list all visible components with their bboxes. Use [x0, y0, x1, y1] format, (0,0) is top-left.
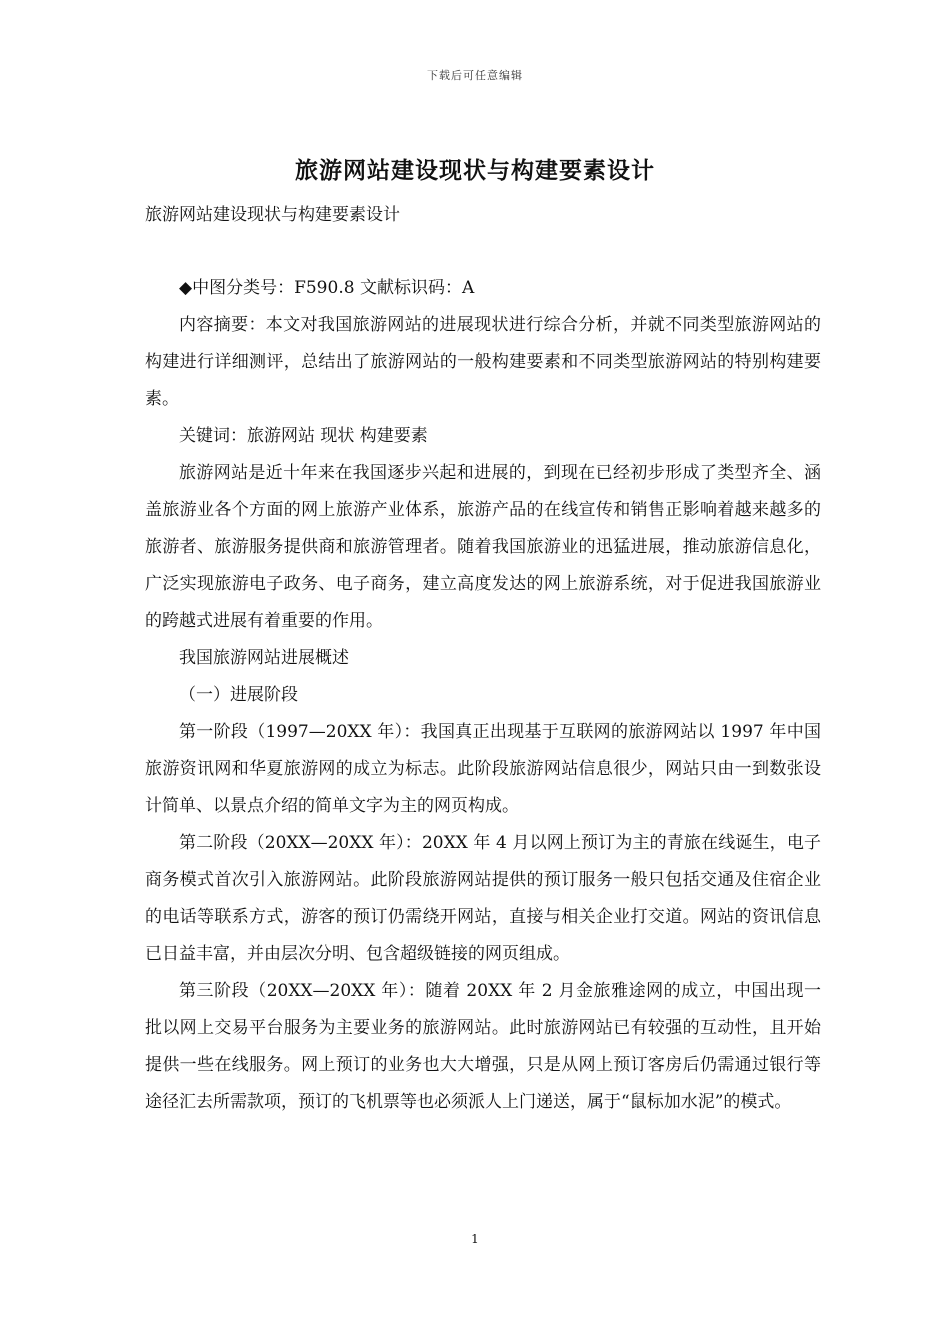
document-title: 旅游网站建设现状与构建要素设计 — [295, 157, 655, 184]
stage-one-paragraph: 第一阶段（1997—20XX 年）：我国真正出现基于互联网的旅游网站以 1997 年中国旅游资讯网和华夏旅游网的成立为标志。此阶段旅游网站信息很少，网站只由一到数张设计简单、以景点介绍的简单文字为主的网页构成。 — [145, 722, 821, 816]
stage-two-paragraph: 第二阶段（20XX—20XX 年）：20XX 年 4 月以网上预订为主的青旅在线诞生，电子商务模式首次引入旅游网站。此阶段旅游网站提供的预订服务一般只包括交通及住宿企业的电话等联系方式，游客的预订仍需绕开网站，直接与相关企业打交道。网站的资讯信息已日益丰富，并由层次分明、包含超级链接的网页组成。 — [145, 833, 821, 964]
page-number: 1 — [471, 1232, 479, 1246]
page-header-note: 下载后可任意编辑 — [427, 69, 523, 82]
classification-line: ◆中图分类号：F590.8 文献标识码：A — [179, 278, 475, 298]
document-subtitle: 旅游网站建设现状与构建要素设计 — [145, 205, 400, 225]
intro-paragraph: 旅游网站是近十年来在我国逐步兴起和进展的，到现在已经初步形成了类型齐全、涵盖旅游业各个方面的网上旅游产业体系，旅游产品的在线宣传和销售正影响着越来越多的旅游者、旅游服务提供商和旅游管理者。随着我国旅游业的迅猛进展，推动旅游信息化，广泛实现旅游电子政务、电子商务，建立高度发达的网上旅游系统，对于促进我国旅游业的跨越式进展有着重要的作用。 — [145, 463, 821, 631]
document-body — [145, 270, 821, 1121]
keywords-line: 关键词：旅游网站 现状 构建要素 — [179, 426, 428, 446]
section-heading: 我国旅游网站进展概述 — [179, 648, 349, 668]
abstract-paragraph: 内容摘要：本文对我国旅游网站的进展现状进行综合分析，并就不同类型旅游网站的构建进行详细测评，总结出了旅游网站的一般构建要素和不同类型旅游网站的特别构建要素。 — [145, 315, 821, 409]
stage-three-paragraph: 第三阶段（20XX—20XX 年）：随着 20XX 年 2 月金旅雅途网的成立，中国出现一批以网上交易平台服务为主要业务的旅游网站。此时旅游网站已有较强的互动性，且开始提供一些在线服务。网上预订的业务也大大增强，只是从网上预订客房后仍需通过银行等途径汇去所需款项，预订的飞机票等也必须派人上门递送，属于“鼠标加水泥”的模式。 — [145, 981, 821, 1112]
subsection-heading: （一）进展阶段 — [179, 685, 298, 705]
